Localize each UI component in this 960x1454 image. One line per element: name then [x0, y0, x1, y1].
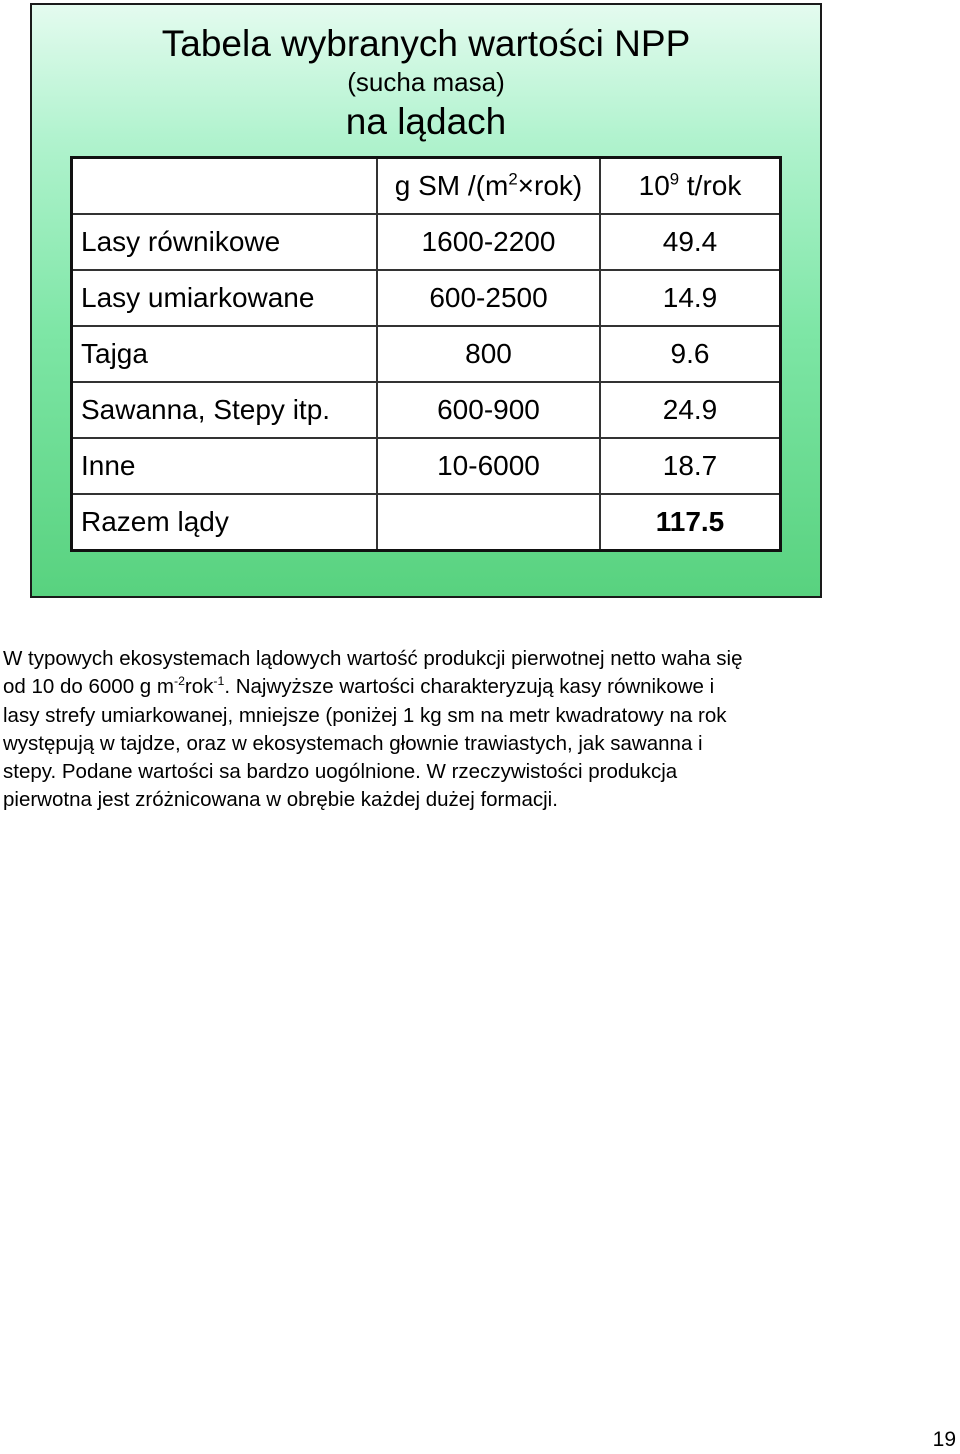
paragraph-fragment: od 10 do 6000 g m — [3, 675, 174, 699]
row-range: 10-6000 — [377, 438, 600, 494]
table-header-row — [72, 158, 781, 215]
row-total: 18.7 — [600, 438, 781, 494]
paragraph-sup: -1 — [213, 674, 225, 689]
paragraph-fragment: rok — [184, 675, 214, 699]
slide-subtitle: (sucha masa) — [347, 67, 505, 97]
slide-title-2: na lądach — [345, 101, 507, 142]
header-col2-prefix: g SM /(m — [394, 170, 509, 201]
npp-table — [70, 156, 782, 552]
slide-title: Tabela wybranych wartości NPP — [161, 23, 691, 64]
slide-panel — [30, 3, 822, 598]
row-total: 14.9 — [600, 270, 781, 326]
table-total-row — [72, 494, 781, 551]
description-paragraph — [3, 645, 943, 815]
row-name: Sawanna, Stepy itp. — [72, 382, 378, 438]
header-empty-cell — [72, 158, 378, 215]
row-name: Inne — [72, 438, 378, 494]
header-col-gsm — [377, 158, 600, 215]
paragraph-line: lasy strefy umiarkowanej, mniejsze (poniżej 1 kg sm na metr kwadratowy na rok — [3, 703, 727, 727]
page-number: 19 — [932, 1428, 956, 1451]
row-name: Lasy równikowe — [72, 214, 378, 270]
row-total: 49.4 — [600, 214, 781, 270]
paragraph-line: pierwotna jest zróżnicowana w obrębie każdej dużej formacji. — [3, 788, 558, 812]
row-range — [377, 494, 600, 551]
paragraph-line: występują w tajdze, oraz w ekosystemach głownie trawiastych, jak sawanna i — [3, 731, 703, 755]
table-row — [72, 326, 781, 382]
header-col3-sup: 9 — [669, 169, 680, 189]
paragraph-line: stepy. Podane wartości sa bardzo uogólnione. W rzeczywistości produkcja — [3, 760, 678, 784]
table-row — [72, 214, 781, 270]
paragraph-sup: -2 — [173, 674, 185, 689]
table-row — [72, 382, 781, 438]
row-name: Razem lądy — [72, 494, 378, 551]
header-col2-sup: 2 — [508, 169, 518, 189]
row-range: 1600-2200 — [377, 214, 600, 270]
row-range: 600-2500 — [377, 270, 600, 326]
header-col-tons — [600, 158, 781, 215]
row-name: Tajga — [72, 326, 378, 382]
row-name: Lasy umiarkowane — [72, 270, 378, 326]
row-total: 117.5 — [600, 494, 781, 551]
header-col3-prefix: 10 — [638, 170, 670, 201]
paragraph-line — [3, 673, 943, 701]
header-col2-suffix: ×rok) — [517, 170, 583, 201]
paragraph-fragment: . Najwyższe wartości charakteryzują kasy równikowe i — [224, 675, 715, 699]
table-row — [72, 438, 781, 494]
row-total: 9.6 — [600, 326, 781, 382]
row-range: 800 — [377, 326, 600, 382]
header-col3-suffix: t/rok — [679, 170, 742, 201]
paragraph-line: W typowych ekosystemach lądowych wartość produkcji pierwotnej netto waha się — [3, 647, 743, 670]
row-total: 24.9 — [600, 382, 781, 438]
row-range: 600-900 — [377, 382, 600, 438]
table-row — [72, 270, 781, 326]
